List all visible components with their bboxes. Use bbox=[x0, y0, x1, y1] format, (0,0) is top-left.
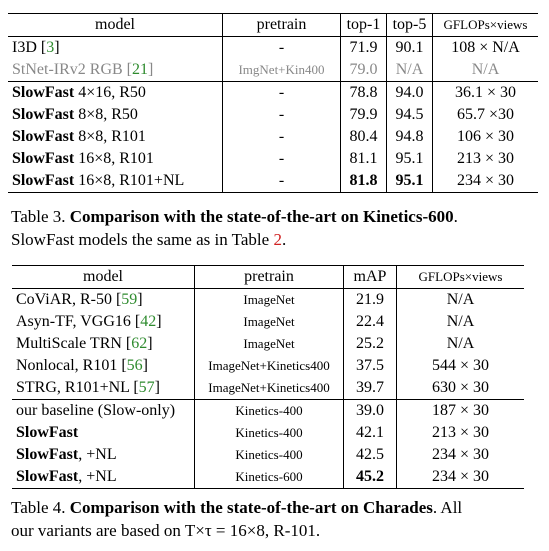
t3-cell-top5: 94.8 bbox=[387, 126, 433, 148]
table-row bbox=[12, 289, 524, 312]
table-3-header-row bbox=[8, 14, 538, 37]
t3-cell-pretrain: - bbox=[223, 82, 341, 105]
table-row bbox=[12, 311, 524, 333]
t4-cell-model: CoViAR, R-50 [59] bbox=[16, 291, 143, 308]
t4-cell-pretrain: ImageNet bbox=[195, 333, 344, 355]
t4-cell-gflops: N/A bbox=[397, 333, 525, 355]
table-row bbox=[12, 377, 524, 400]
t3-cell-pretrain: - bbox=[223, 37, 341, 60]
t3-cell-pretrain: - bbox=[223, 170, 341, 193]
table-4-caption: Table 4. Comparison with the state-of-the-art on Charades. All our variants are based on T×τ = 16×8, R-101. bbox=[11, 498, 463, 540]
t3-cell-gflops: 213 × 30 bbox=[433, 148, 539, 170]
t4-header-pretrain: pretrain bbox=[195, 266, 344, 289]
t3-cell-top1: 79.0 bbox=[341, 59, 387, 82]
t3-cell-gflops: 36.1 × 30 bbox=[433, 82, 539, 105]
table-row bbox=[12, 466, 524, 489]
t4-cell-map: 42.1 bbox=[344, 422, 397, 444]
t3-cell-top1: 78.8 bbox=[341, 82, 387, 105]
t4-cell-map: 22.4 bbox=[344, 311, 397, 333]
table-row bbox=[8, 148, 538, 170]
t4-cell-pretrain: ImageNet bbox=[195, 311, 344, 333]
table-row bbox=[8, 37, 538, 60]
t3-cell-model: SlowFast 4×16, R50 bbox=[12, 84, 146, 101]
t3-cell-top1: 81.1 bbox=[341, 148, 387, 170]
table-3-caption: Table 3. Comparison with the state-of-the-art on Kinetics-600. SlowFast models the same as in Table 2. bbox=[11, 207, 458, 249]
t3-cell-pretrain: - bbox=[223, 104, 341, 126]
t3-cell-gflops: 65.7 ×30 bbox=[433, 104, 539, 126]
t3-cell-top5: 94.5 bbox=[387, 104, 433, 126]
table-ref-link[interactable]: 2 bbox=[273, 230, 282, 249]
t3-cell-top5: 90.1 bbox=[387, 37, 433, 60]
t4-header-map: mAP bbox=[344, 266, 397, 289]
t4-cell-map: 25.2 bbox=[344, 333, 397, 355]
t4-cell-pretrain: Kinetics-600 bbox=[195, 466, 344, 489]
t4-cell-pretrain: ImageNet+Kinetics400 bbox=[195, 355, 344, 377]
t4-cell-model: SlowFast bbox=[16, 424, 79, 441]
t3-cell-pretrain: - bbox=[223, 126, 341, 148]
t4-cell-model: MultiScale TRN [62] bbox=[16, 335, 153, 352]
table-row bbox=[8, 170, 538, 193]
t4-cell-map: 39.7 bbox=[344, 377, 397, 400]
t3-cell-model: SlowFast 8×8, R50 bbox=[12, 106, 138, 123]
t4-cell-gflops: 187 × 30 bbox=[397, 400, 525, 423]
table-row bbox=[8, 104, 538, 126]
t4-cell-pretrain: Kinetics-400 bbox=[195, 422, 344, 444]
table-row bbox=[12, 444, 524, 466]
t4-cell-pretrain: Kinetics-400 bbox=[195, 444, 344, 466]
t3-cell-top1: 71.9 bbox=[341, 37, 387, 60]
t3-header-gflops: GFLOPs×views bbox=[433, 14, 539, 37]
table-row bbox=[12, 422, 524, 444]
t4-cell-map: 37.5 bbox=[344, 355, 397, 377]
t4-cell-model: our baseline (Slow-only) bbox=[16, 402, 176, 419]
t4-cell-map: 45.2 bbox=[344, 466, 397, 489]
t4-header-model: model bbox=[12, 266, 195, 289]
t3-cell-pretrain: ImgNet+Kin400 bbox=[223, 59, 341, 82]
table-4 bbox=[12, 265, 524, 489]
t3-cell-model: StNet-IRv2 RGB [21] bbox=[8, 59, 223, 82]
t3-cell-gflops: 234 × 30 bbox=[433, 170, 539, 193]
t4-cell-gflops: 630 × 30 bbox=[397, 377, 525, 400]
table-row bbox=[8, 59, 538, 82]
t3-cell-model: SlowFast 16×8, R101+NL bbox=[8, 170, 223, 193]
t4-header-gflops: GFLOPs×views bbox=[397, 266, 525, 289]
table-row bbox=[8, 126, 538, 148]
t3-cell-top1: 79.9 bbox=[341, 104, 387, 126]
table-4-header-row bbox=[12, 266, 524, 289]
t3-cell-top1: 81.8 bbox=[341, 170, 387, 193]
t4-cell-pretrain: Kinetics-400 bbox=[195, 400, 344, 423]
t3-header-top5: top-5 bbox=[387, 14, 433, 37]
t3-header-pretrain: pretrain bbox=[223, 14, 341, 37]
table-row bbox=[12, 333, 524, 355]
t3-cell-top1: 80.4 bbox=[341, 126, 387, 148]
t3-cell-gflops: 108 × N/A bbox=[433, 37, 539, 60]
t4-cell-model: Nonlocal, R101 [56] bbox=[16, 357, 148, 374]
t4-cell-pretrain: ImageNet+Kinetics400 bbox=[195, 377, 344, 400]
t4-cell-model: SlowFast, +NL bbox=[16, 446, 117, 463]
t3-cell-gflops: N/A bbox=[433, 59, 539, 82]
t4-cell-model: Asyn-TF, VGG16 [42] bbox=[16, 313, 162, 330]
t3-cell-pretrain: - bbox=[223, 148, 341, 170]
t4-cell-pretrain: ImageNet bbox=[195, 289, 344, 312]
t3-cell-top5: 95.1 bbox=[387, 148, 433, 170]
t3-cell-top5: 94.0 bbox=[387, 82, 433, 105]
table-row bbox=[8, 82, 538, 105]
t3-cell-gflops: 106 × 30 bbox=[433, 126, 539, 148]
table-3 bbox=[8, 13, 538, 193]
t4-cell-gflops: N/A bbox=[397, 289, 525, 312]
t4-cell-gflops: N/A bbox=[397, 311, 525, 333]
t3-cell-model: SlowFast 16×8, R101 bbox=[12, 150, 154, 167]
t3-cell-top5: N/A bbox=[387, 59, 433, 82]
t4-cell-gflops: 234 × 30 bbox=[397, 444, 525, 466]
t4-cell-map: 21.9 bbox=[344, 289, 397, 312]
t4-cell-gflops: 234 × 30 bbox=[397, 466, 525, 489]
table-row bbox=[12, 400, 524, 423]
t4-cell-model: STRG, R101+NL [57] bbox=[12, 377, 195, 400]
t3-cell-top5: 95.1 bbox=[387, 170, 433, 193]
t4-cell-gflops: 544 × 30 bbox=[397, 355, 525, 377]
t4-cell-model: SlowFast, +NL bbox=[12, 466, 195, 489]
table-row bbox=[12, 355, 524, 377]
t3-cell-model: I3D [3] bbox=[12, 39, 60, 56]
t4-cell-map: 42.5 bbox=[344, 444, 397, 466]
t4-cell-map: 39.0 bbox=[344, 400, 397, 423]
t3-cell-model: SlowFast 8×8, R101 bbox=[12, 128, 146, 145]
t3-header-model: model bbox=[8, 14, 223, 37]
t4-cell-gflops: 213 × 30 bbox=[397, 422, 525, 444]
t3-header-top1: top-1 bbox=[341, 14, 387, 37]
